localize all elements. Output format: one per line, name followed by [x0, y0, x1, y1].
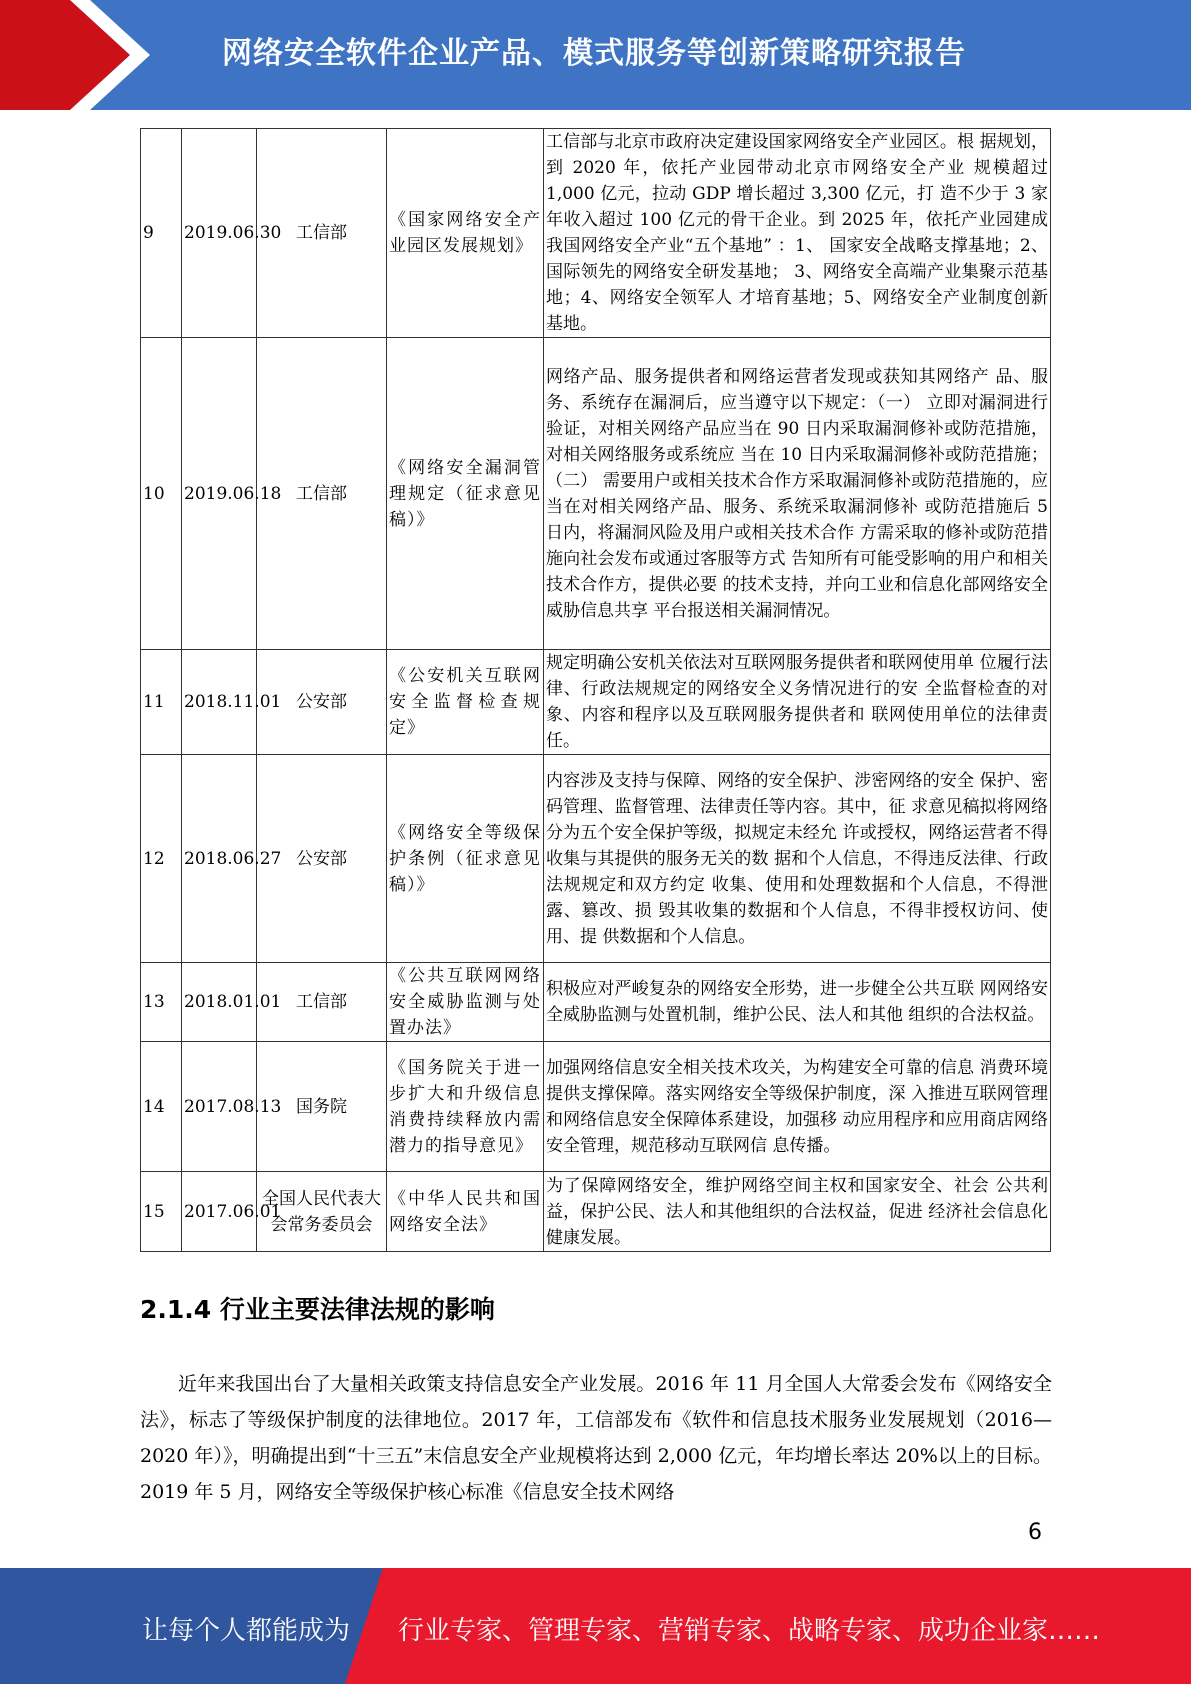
row-date: 2017.08.13	[182, 1042, 257, 1172]
row-regulation-name: 《网络安全等级保护条例（征求意见稿）》	[387, 755, 544, 963]
row-date: 2018.06.27	[182, 755, 257, 963]
row-regulation-name: 《国家网络安全产业园区发展规划》	[387, 129, 544, 338]
section-paragraph: 近年来我国出台了大量相关政策支持信息安全产业发展。2016 年 11 月全国人大常委会发布《网络安全法》，标志了等级保护制度的法律地位。2017 年，工信部发布《软件和信息技术服务业发展规划（2016—2020 年）》，明确提出到“十三五”末信息安全产业规模将达到 2,000 亿元，年均增长率达 20%以上的目标。2019 年 5 月，网络安全等级保护核心标准《信息安全技术网络	[140, 1373, 1052, 1503]
row-department: 全国人民代表大会常务委员会	[257, 1172, 387, 1252]
row-number: 10	[141, 338, 182, 650]
row-department: 工信部	[257, 963, 387, 1042]
row-date: 2017.06.01	[182, 1172, 257, 1252]
row-date: 2018.11.01	[182, 650, 257, 755]
table-row	[141, 650, 1051, 755]
table-row	[141, 963, 1051, 1042]
row-description: 内容涉及支持与保障、网络的安全保护、涉密网络的安全 保护、密码管理、监督管理、法律责任等内容。其中，征 求意见稿拟将网络分为五个安全保护等级，拟规定未经允 许或授权，网络运营者不得收集与其提供的服务无关的数 据和个人信息，不得违反法律、行政法规规定和双方约定 收集、使用和处理数据和个人信息，不得泄露、篡改、损 毁其收集的数据和个人信息，不得非授权访问、使用、提 供数据和个人信息。	[544, 755, 1051, 963]
row-date: 2019.06.30	[182, 129, 257, 338]
header-red-arrow-icon	[0, 0, 160, 110]
table-row	[141, 755, 1051, 963]
row-number: 14	[141, 1042, 182, 1172]
table-row	[141, 1042, 1051, 1172]
row-description: 工信部与北京市政府决定建设国家网络安全产业园区。根 据规划，到 2020 年，依托产业园带动北京市网络安全产业 规模超过 1,000 亿元，拉动 GDP 增长超过 3,300 亿元，打 造不少于 3 家年收入超过 100 亿元的骨干企业。到 2025 年，依托产业园建成我国网络安全产业“五个基地” ：1、 国家安全战略支撑基地；2、国际领先的网络安全研发基地； 3、网络安全高端产业集聚示范基地；4、网络安全领军人 才培育基地；5、网络安全产业制度创新基地。	[544, 129, 1051, 338]
row-department: 工信部	[257, 129, 387, 338]
page-number: 6	[1028, 1520, 1042, 1545]
row-description: 积极应对严峻复杂的网络安全形势，进一步健全公共互联 网网络安全威胁监测与处置机制，维护公民、法人和其他 组织的合法权益。	[544, 963, 1051, 1042]
footer-slogan-right: 行业专家、管理专家、营销专家、战略专家、成功企业家……	[398, 1616, 1101, 1646]
row-department: 国务院	[257, 1042, 387, 1172]
page-header	[0, 0, 1191, 110]
row-description: 网络产品、服务提供者和网络运营者发现或获知其网络产 品、服务、系统存在漏洞后，应当遵守以下规定：（一） 立即对漏洞进行验证，对相关网络产品应当在 90 日内采取漏洞修补或防范措施，对相关网络服务或系统应 当在 10 日内采取漏洞修补或防范措施；（二） 需要用户或相关技术合作方采取漏洞修补或防范措施的，应当在对相关网络产品、服务、系统采取漏洞修补 或防范措施后 5 日内，将漏洞风险及用户或相关技术合作 方需采取的修补或防范措施向社会发布或通过客服等方式 告知所有可能受影响的用户和相关技术合作方，提供必要 的技术支持，并向工业和信息化部网络安全威胁信息共享 平台报送相关漏洞情况。	[544, 338, 1051, 650]
row-description: 为了保障网络安全，维护网络空间主权和国家安全、社会 公共利益，保护公民、法人和其他组织的合法权益，促进 经济社会信息化健康发展。	[544, 1172, 1051, 1252]
row-number: 15	[141, 1172, 182, 1252]
row-date: 2018.01.01	[182, 963, 257, 1042]
page-footer	[0, 1568, 1191, 1684]
row-regulation-name: 《国务院关于进一步扩大和升级信息消费持续释放内需潜力的指导意见》	[387, 1042, 544, 1172]
table-row	[141, 338, 1051, 650]
footer-slogan-left: 让每个人都能成为	[142, 1616, 351, 1646]
row-date: 2019.06.18	[182, 338, 257, 650]
row-regulation-name: 《公安机关互联网安全监督检查规定》	[387, 650, 544, 755]
row-number: 9	[141, 129, 182, 338]
table-row	[141, 1172, 1051, 1252]
row-number: 11	[141, 650, 182, 755]
row-number: 12	[141, 755, 182, 963]
row-department: 工信部	[257, 338, 387, 650]
row-department: 公安部	[257, 650, 387, 755]
row-description: 规定明确公安机关依法对互联网服务提供者和联网使用单 位履行法律、行政法规规定的网络安全义务情况进行的安 全监督检查的对象、内容和程序以及互联网服务提供者和 联网使用单位的法律责任。	[544, 650, 1051, 755]
row-regulation-name: 《公共互联网网络安全威胁监测与处置办法》	[387, 963, 544, 1042]
table-row	[141, 129, 1051, 338]
regulations-table	[140, 128, 1051, 1252]
section-heading: 2.1.4 行业主要法律法规的影响	[140, 1295, 495, 1324]
row-description: 加强网络信息安全相关技术攻关，为构建安全可靠的信息 消费环境提供支撑保障。落实网络安全等级保护制度，深 入推进互联网管理和网络信息安全保障体系建设，加强移 动应用程序和应用商店网络安全管理，规范移动互联网信 息传播。	[544, 1042, 1051, 1172]
row-number: 13	[141, 963, 182, 1042]
row-regulation-name: 《中华人民共和国网络安全法》	[387, 1172, 544, 1252]
row-regulation-name: 《网络安全漏洞管理规定（征求意见稿）》	[387, 338, 544, 650]
report-title: 网络安全软件企业产品、模式服务等创新策略研究报告	[222, 36, 966, 71]
row-department: 公安部	[257, 755, 387, 963]
